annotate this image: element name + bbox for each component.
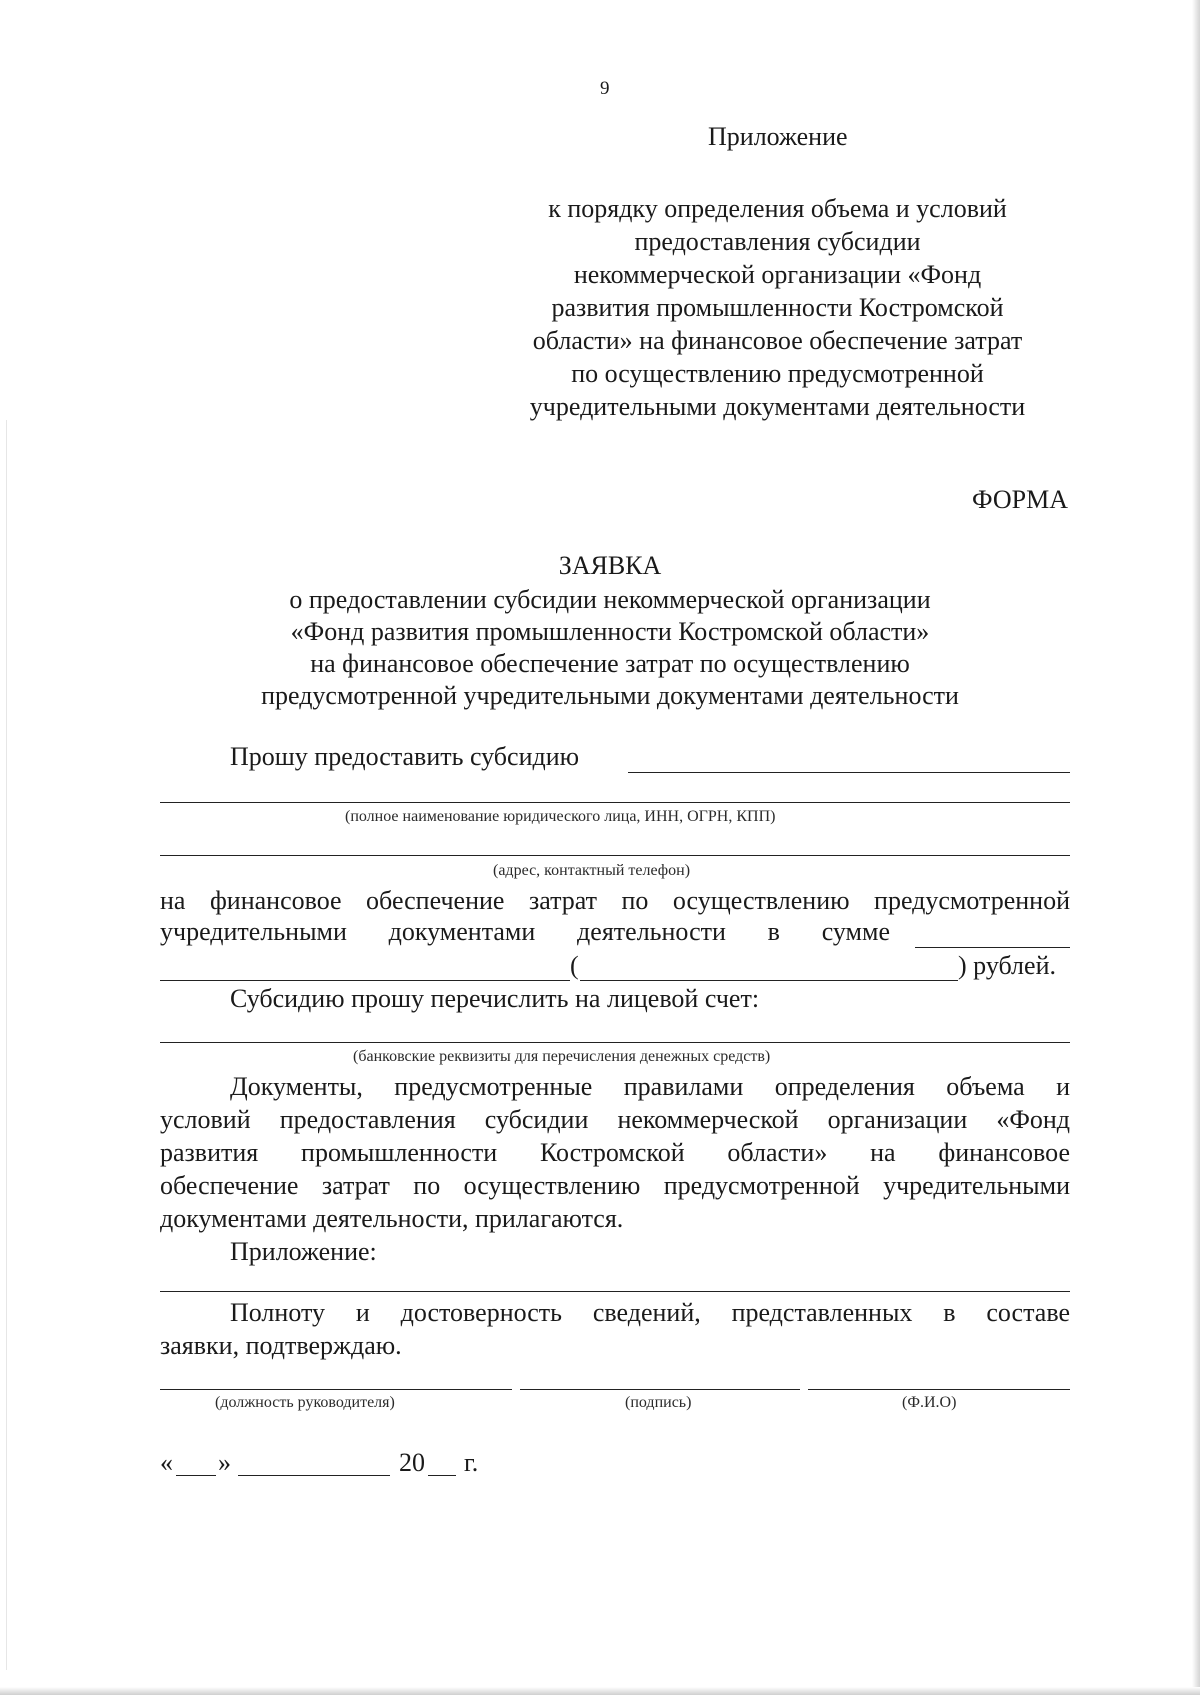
amount-words-field[interactable] [580, 980, 958, 981]
attachment-label: Приложение: [230, 1237, 377, 1266]
page-shadow-right [1192, 0, 1200, 1695]
address-field[interactable] [160, 855, 1070, 856]
page-shadow-bottom [0, 1687, 1200, 1695]
year-prefix: 20 [399, 1448, 425, 1477]
appendix-line: по осуществлению предусмотренной [571, 359, 984, 388]
name-field[interactable] [808, 1389, 1070, 1390]
appendix-line: учредительными документами деятельности [529, 392, 1026, 421]
appendix-line: некоммерческой организации «Фонд [573, 260, 982, 289]
form-label: ФОРМА [972, 485, 1068, 514]
caption-entity: (полное наименование юридического лица, ИНН, ОГРН, КПП) [345, 808, 776, 825]
documents-line: документами деятельности, прилагаются. [160, 1204, 624, 1233]
documents-paragraph [160, 1070, 1070, 1268]
month-field[interactable] [238, 1475, 390, 1476]
account-text: Субсидию прошу перечислить на лицевой счет: [230, 984, 760, 1013]
page-edge-left [6, 420, 7, 1670]
caption-bank: (банковские реквизиты для перечисления денежных средств) [353, 1048, 771, 1065]
purpose-paragraph [160, 884, 1070, 917]
page-number: 9 [600, 78, 610, 99]
year-suffix: г. [464, 1448, 479, 1477]
confirmation-line: Полноту и достоверность сведений, представленных в составе [230, 1298, 1070, 1327]
amount-field[interactable] [915, 947, 1070, 948]
position-field[interactable] [160, 1389, 512, 1390]
bank-details-field[interactable] [160, 1042, 1070, 1043]
caption-position: (должность руководителя) [215, 1394, 395, 1411]
date-open-quote: « [160, 1448, 173, 1477]
caption-signature: (подпись) [625, 1394, 692, 1411]
documents-line: обеспечение затрат по осуществлению предусмотренной учредительными [160, 1171, 1070, 1200]
attachment-field[interactable] [160, 1291, 1070, 1292]
appendix-title: Приложение [708, 122, 848, 151]
year-field[interactable] [428, 1475, 456, 1476]
caption-name: (Ф.И.О) [902, 1394, 957, 1411]
application-subtitle-line: предусмотренной учредительными документами деятельности [261, 681, 959, 710]
request-lead: Прошу предоставить субсидию [230, 742, 580, 771]
appendix-line: к порядку определения объема и условий [548, 194, 1007, 223]
application-subtitle-line: о предоставлении субсидии некоммерческой организации [289, 585, 931, 614]
documents-line: развития промышленности Костромской области» на финансовое [160, 1138, 1070, 1167]
confirmation-line: заявки, подтверждаю. [160, 1331, 402, 1360]
purpose-line: на финансовое обеспечение затрат по осуществлению предусмотренной [160, 886, 1070, 915]
purpose-amount-line: учредительными документами деятельности в сумме [160, 917, 890, 946]
amount-digits-field[interactable] [160, 980, 570, 981]
caption-address: (адрес, контактный телефон) [493, 862, 691, 879]
appendix-line: развития промышленности Костромской [551, 293, 1004, 322]
appendix-line: предоставления субсидии [634, 227, 921, 256]
entity-name-field[interactable] [160, 802, 1070, 803]
date-close-quote: » [218, 1448, 231, 1477]
day-field[interactable] [176, 1475, 216, 1476]
confirmation-paragraph [160, 1296, 1070, 1362]
application-title-block [160, 550, 1060, 712]
appendix-description [505, 192, 1050, 423]
documents-line: Документы, предусмотренные правилами определения объема и [230, 1072, 1070, 1101]
rubles-label: ) рублей. [958, 951, 1056, 980]
subsidy-recipient-field[interactable] [628, 772, 1070, 773]
signature-field[interactable] [520, 1389, 800, 1390]
application-title: ЗАЯВКА [558, 551, 662, 580]
appendix-line: области» на финансовое обеспечение затрат [532, 326, 1023, 355]
application-subtitle-line: «Фонд развития промышленности Костромской области» [290, 617, 930, 646]
application-subtitle-line: на финансовое обеспечение затрат по осуществлению [310, 649, 910, 678]
documents-line: условий предоставления субсидии некоммерческой организации «Фонд [160, 1105, 1070, 1134]
open-paren: ( [570, 951, 579, 980]
